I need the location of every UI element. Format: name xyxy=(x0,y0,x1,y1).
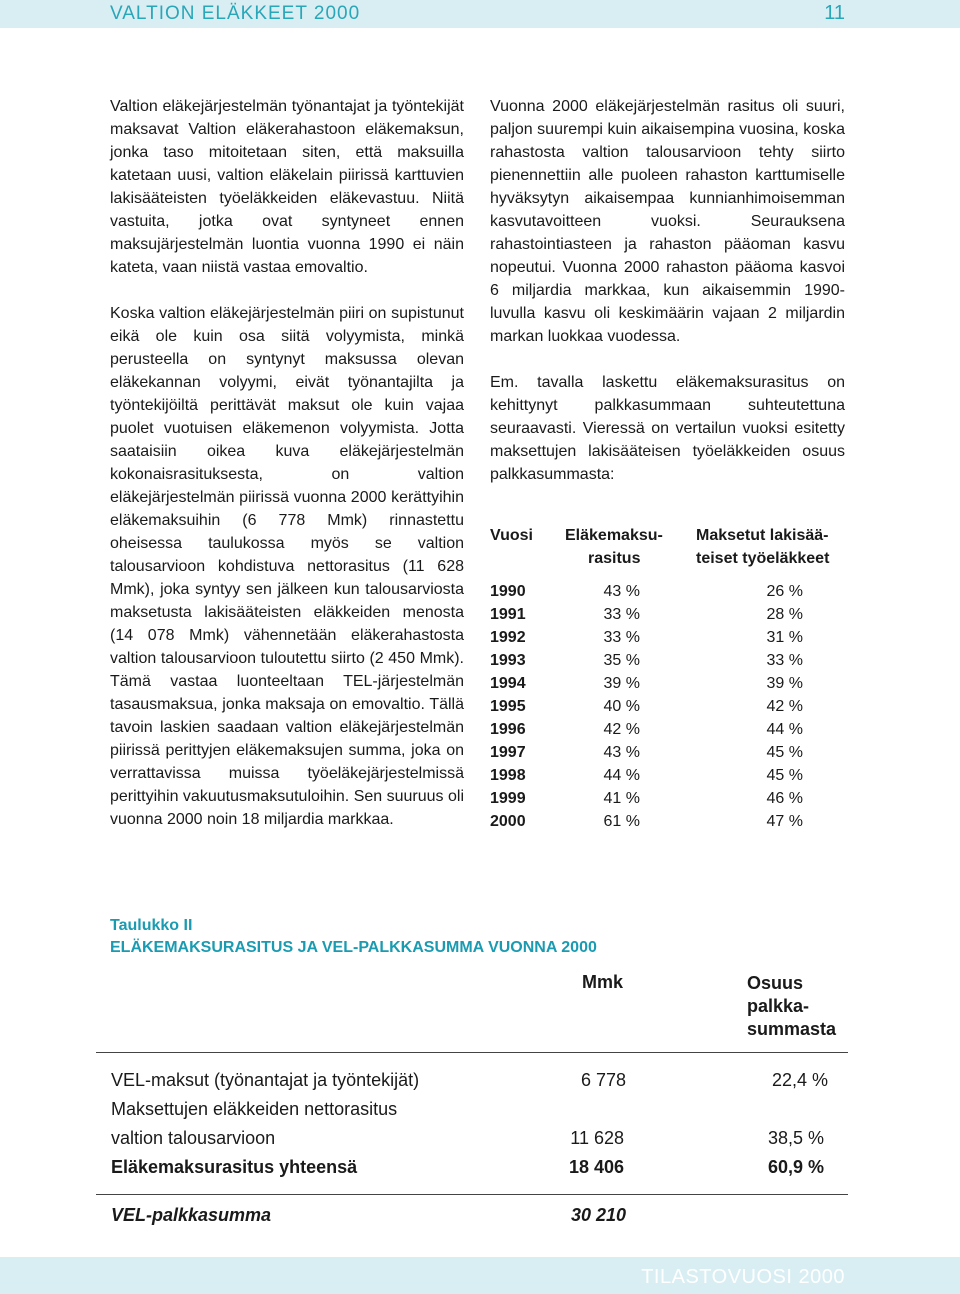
table-row xyxy=(490,718,850,741)
year-cell: 1992 xyxy=(490,629,526,646)
year-cell: 1998 xyxy=(490,767,526,784)
paragraph: Vuonna 2000 eläkejärjestelmän rasitus oli suuri, paljon suurempi kuin aikaisempina vuosina, koska rahastosta valtion talousarvioon tehty siirto pienennettiin alle puoleen rahaston karttumiselle hyväksytyn aikaisempaa kunnianhimoisemman kasvutavoitteen vuoksi. Seurauksena rahastointiasteen ja rahaston pääoman kasvu nopeutui. Vuonna 2000 rahaston pääoma kasvoi 6 miljardia markkaa, kun aikaisemmin 1990-luvulla kasvu oli keskimäärin vajaan 2 miljardin markan luokkaa vuodessa. xyxy=(490,98,845,345)
contrib-cell: 43 % xyxy=(603,583,640,600)
footer-title: TILASTOVUOSI 2000 xyxy=(641,1266,845,1288)
ratio-table xyxy=(490,580,850,833)
row-payroll-mmk: 30 210 xyxy=(570,1205,626,1225)
paid-cell: 42 % xyxy=(766,698,803,715)
table-row xyxy=(490,695,850,718)
table2-bottom-rule xyxy=(96,1194,848,1195)
table-row xyxy=(490,741,850,764)
header-contrib-1: Eläkemaksu- xyxy=(565,527,663,544)
paid-cell: 47 % xyxy=(766,813,803,830)
left-column xyxy=(110,95,464,831)
running-title: VALTION ELÄKKEET 2000 xyxy=(110,3,361,24)
paid-cell: 45 % xyxy=(766,744,803,761)
row-net-label-1: Maksettujen eläkkeiden nettorasitus xyxy=(111,1099,398,1119)
year-cell: 1996 xyxy=(490,721,526,738)
row-vel-label: VEL-maksut (työnantajat ja työntekijät) xyxy=(111,1070,420,1090)
table2-col-osuus xyxy=(747,972,867,1041)
row-net-label-2: valtion talousarvioon xyxy=(111,1128,276,1148)
header-year: Vuosi xyxy=(490,527,533,544)
table-row xyxy=(490,603,850,626)
contrib-cell: 61 % xyxy=(603,813,640,830)
row-vel-pct: 22,4 % xyxy=(771,1070,828,1090)
paid-cell: 39 % xyxy=(766,675,803,692)
row-vel-mmk: 6 778 xyxy=(580,1070,626,1090)
paragraph: Koska valtion eläkejärjestelmän piiri on supistunut eikä ole kuin osa siitä volyymista, minkä perusteella on syntynyt maksussa olevan eläkekannan volyymi, eivät työnantajilta ja työntekijöiltä perittävät maksut ole kuin vajaa puolet vuotuisen eläkemenon volyymista. Jotta saataisiin oikea kuva eläkejärjestelmän kokonaisrasituksesta, on valtion eläkejärjestelmän piirissä vuonna 2000 kerättyihin eläkemaksuihin (6 778 Mmk) rinnastettu oheisessa taulukossa myös se valtion talousarvioon kohdistuva nettorasitus (11 628 Mmk), joka syntyy sen jälkeen kun talousarviosta maksetusta lakisääteisten eläkkeiden menosta (14 078 Mmk) vähennetään eläkerahastosta valtion talousarvioon tuloutettu siirto (2 450 Mmk). Tämä vastaa luonteeltaan TEL-järjestelmän tasausmaksua, jonka maksaja on emovaltio. Tällä tavoin laskien saadaan valtion eläkejärjestelmän piirissä perittyjen eläkemaksujen summa, joka on verrattavissa muissa työeläkejärjestelmissä perittyihin vakuutusmaksutuloihin. Sen suuruus oli vuonna 2000 noin 18 miljardia markkaa. xyxy=(110,305,464,828)
paragraph: Valtion eläkejärjestelmän työnantajat ja työntekijät maksavat Valtion eläkerahastoon eläkemaksun, jonka taso mitoitetaan siten, että maksuilla katetaan uusi, valtion eläkelain piirissä karttuvien lakisääteisten työeläkkeiden eläkevastuu. Niitä vastuita, jotka ovat syntyneet ennen maksujärjestelmän luontia vuonna 1990 ei näin kateta, vaan niistä vastaa emovaltio. xyxy=(110,98,464,276)
contrib-cell: 35 % xyxy=(603,652,640,669)
header-paid-1: Maksetut lakisää- xyxy=(696,527,829,544)
header-paid-2: teiset työeläkkeet xyxy=(696,550,830,567)
year-cell: 1995 xyxy=(490,698,526,715)
paid-cell: 46 % xyxy=(766,790,803,807)
table2-top-rule xyxy=(96,1052,848,1053)
table-row xyxy=(490,787,850,810)
year-cell: 1990 xyxy=(490,583,526,600)
year-cell: 1997 xyxy=(490,744,526,761)
row-total-label: Eläkemaksurasitus yhteensä xyxy=(111,1157,358,1177)
table-row xyxy=(490,764,850,787)
table-row xyxy=(490,672,850,695)
table-row xyxy=(490,626,850,649)
page-number: 11 xyxy=(824,2,845,24)
contrib-cell: 39 % xyxy=(603,675,640,692)
paragraph: Em. tavalla laskettu eläkemaksurasitus on kehittynyt palkkasummaan suhteutettuna seuraavasti. Vieressä on vertailun vuoksi esitetty maksettujen lakisääteisen työeläkkeiden osuus palkkasummasta: xyxy=(490,374,845,483)
right-column xyxy=(490,95,845,486)
contrib-cell: 33 % xyxy=(603,606,640,623)
paid-cell: 26 % xyxy=(766,583,803,600)
osuus-line-3: summasta xyxy=(747,1019,837,1039)
year-cell: 1991 xyxy=(490,606,526,623)
row-total-pct: 60,9 % xyxy=(767,1157,824,1177)
contrib-cell: 44 % xyxy=(603,767,640,784)
ratio-table-header xyxy=(490,524,850,572)
year-cell: 1999 xyxy=(490,790,526,807)
row-net-pct: 38,5 % xyxy=(767,1128,824,1148)
table-row xyxy=(490,649,850,672)
paid-cell: 44 % xyxy=(766,721,803,738)
year-cell: 1994 xyxy=(490,675,526,692)
paid-cell: 45 % xyxy=(766,767,803,784)
paid-cell: 28 % xyxy=(766,606,803,623)
row-payroll-label: VEL-palkkasumma xyxy=(111,1205,272,1225)
contrib-cell: 41 % xyxy=(603,790,640,807)
table-row xyxy=(490,810,850,833)
table2-caption xyxy=(110,915,597,959)
paid-cell: 31 % xyxy=(766,629,803,646)
table-row xyxy=(490,580,850,603)
year-cell: 1993 xyxy=(490,652,526,669)
table2-number: Taulukko II xyxy=(110,917,193,934)
header-contrib-2: rasitus xyxy=(588,550,641,567)
table2-title: ELÄKEMAKSURASITUS JA VEL-PALKKASUMMA VUONNA 2000 xyxy=(110,939,597,956)
contrib-cell: 40 % xyxy=(603,698,640,715)
row-net-mmk: 11 628 xyxy=(570,1128,624,1148)
contrib-cell: 43 % xyxy=(603,744,640,761)
row-total-mmk: 18 406 xyxy=(568,1157,624,1177)
paid-cell: 33 % xyxy=(766,652,803,669)
year-cell: 2000 xyxy=(490,813,526,830)
osuus-line-1: Osuus xyxy=(747,973,804,993)
osuus-line-2: palkka- xyxy=(747,996,810,1016)
contrib-cell: 42 % xyxy=(603,721,640,738)
table2-col-mmk: Mmk xyxy=(582,972,624,992)
contrib-cell: 33 % xyxy=(603,629,640,646)
